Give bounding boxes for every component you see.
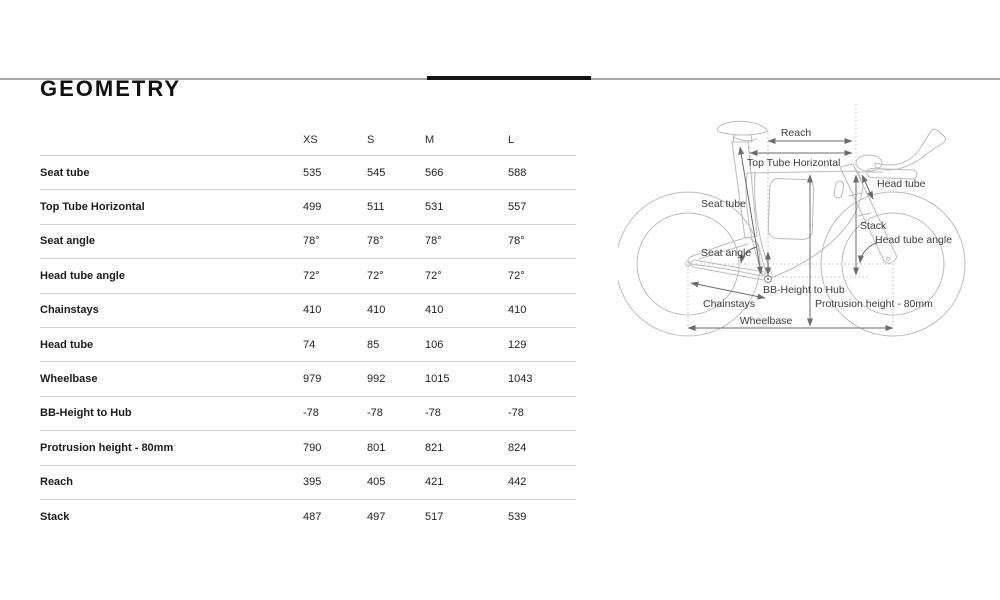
cell-value: 979 <box>303 373 322 386</box>
cell-value: 790 <box>303 441 322 454</box>
cell-value: -78 <box>425 407 441 420</box>
top-tube-horizontal-label: Top Tube Horizontal <box>747 157 841 169</box>
column-header-m: M <box>425 133 435 146</box>
cell-value: -78 <box>303 407 319 420</box>
saddle-rails <box>733 136 757 141</box>
geometry-table <box>40 124 576 533</box>
row-label: Seat tube <box>40 166 90 179</box>
saddle <box>717 121 768 135</box>
table-row <box>40 259 576 293</box>
row-label: Protrusion height - 80mm <box>40 441 174 454</box>
row-label: Top Tube Horizontal <box>40 201 145 214</box>
reach-label: Reach <box>780 127 812 139</box>
row-label: Wheelbase <box>40 373 98 386</box>
row-label: Head tube <box>40 338 94 351</box>
cell-value: 395 <box>303 476 322 489</box>
cell-value: 499 <box>303 201 322 214</box>
bb-height-to-hub-label: BB-Height to Hub <box>763 284 845 296</box>
diagram-labels <box>701 127 952 327</box>
table-row <box>40 294 576 328</box>
cell-value: 410 <box>367 304 386 317</box>
cell-value: -78 <box>367 407 383 420</box>
table-body <box>40 156 576 533</box>
seat-tube-label: Seat tube <box>701 198 746 210</box>
table-row <box>40 500 576 533</box>
chainstays-label: Chainstays <box>703 298 755 310</box>
table-row <box>40 190 576 224</box>
cell-value: 72° <box>367 269 384 282</box>
frame-slot <box>833 180 844 198</box>
row-label: Stack <box>40 510 70 523</box>
bb-marker-dot <box>767 278 769 280</box>
cell-value: 85 <box>367 338 380 351</box>
cell-value: 106 <box>425 338 444 351</box>
main-frame <box>746 171 863 277</box>
column-header-s: S <box>367 133 375 146</box>
cell-value: 405 <box>367 476 386 489</box>
cell-value: 1043 <box>508 373 533 386</box>
table-row <box>40 362 576 396</box>
table-header-row <box>40 124 576 156</box>
protrusion-height-label: Protrusion height - 80mm <box>815 298 933 310</box>
cell-value: 129 <box>508 338 527 351</box>
cell-value: 72° <box>508 269 525 282</box>
cell-value: 801 <box>367 441 386 454</box>
seat-angle-label: Seat angle <box>701 247 752 259</box>
column-header-xs: XS <box>303 133 318 146</box>
cell-value: 497 <box>367 510 386 523</box>
cell-value: 824 <box>508 441 527 454</box>
bike-geometry-diagram <box>618 98 1000 348</box>
table-row <box>40 156 576 190</box>
cell-value: 511 <box>367 201 385 214</box>
cell-value: 566 <box>425 166 444 179</box>
cell-value: 487 <box>303 510 322 523</box>
cell-value: 535 <box>303 166 322 179</box>
cell-value: 531 <box>425 201 444 214</box>
cell-value: 78° <box>367 235 384 248</box>
cell-value: 421 <box>425 476 444 489</box>
cell-value: 72° <box>303 269 320 282</box>
page-title: GEOMETRY <box>40 76 182 101</box>
cell-value: 557 <box>508 201 527 214</box>
row-label: Seat angle <box>40 235 96 248</box>
cell-value: 78° <box>425 235 442 248</box>
table-row <box>40 397 576 431</box>
storage-cutout <box>768 178 814 239</box>
table-row <box>40 328 576 362</box>
cell-value: 410 <box>303 304 322 317</box>
row-label: Reach <box>40 476 74 489</box>
cell-value: 72° <box>425 269 442 282</box>
row-label: Head tube angle <box>40 269 125 282</box>
cell-value: 588 <box>508 166 527 179</box>
table-row <box>40 225 576 259</box>
table-row <box>40 431 576 465</box>
aero-extension <box>875 129 945 170</box>
front-hub <box>886 257 890 261</box>
chainstay-tube <box>691 260 764 280</box>
cell-value: 78° <box>508 235 525 248</box>
cell-value: 517 <box>425 510 444 523</box>
cell-value: 410 <box>508 304 527 317</box>
cell-value: 78° <box>303 235 320 248</box>
head-tube-label: Head tube <box>877 178 926 190</box>
column-header-l: L <box>508 133 515 146</box>
row-label: BB-Height to Hub <box>40 407 132 420</box>
cell-value: 992 <box>367 373 386 386</box>
carousel-scrollbar-thumb[interactable] <box>427 76 591 80</box>
table-row <box>40 466 576 500</box>
wheelbase-label: Wheelbase <box>739 315 793 327</box>
cell-value: 545 <box>367 166 386 179</box>
head-tube-angle-label: Head tube angle <box>875 234 953 246</box>
cell-value: 74 <box>303 338 316 351</box>
cell-value: -78 <box>508 407 524 420</box>
row-label: Chainstays <box>40 304 99 317</box>
cell-value: 821 <box>425 441 444 454</box>
stack-label: Stack <box>860 220 887 232</box>
cell-value: 1015 <box>425 373 450 386</box>
cell-value: 539 <box>508 510 527 523</box>
cell-value: 410 <box>425 304 444 317</box>
cell-value: 442 <box>508 476 527 489</box>
